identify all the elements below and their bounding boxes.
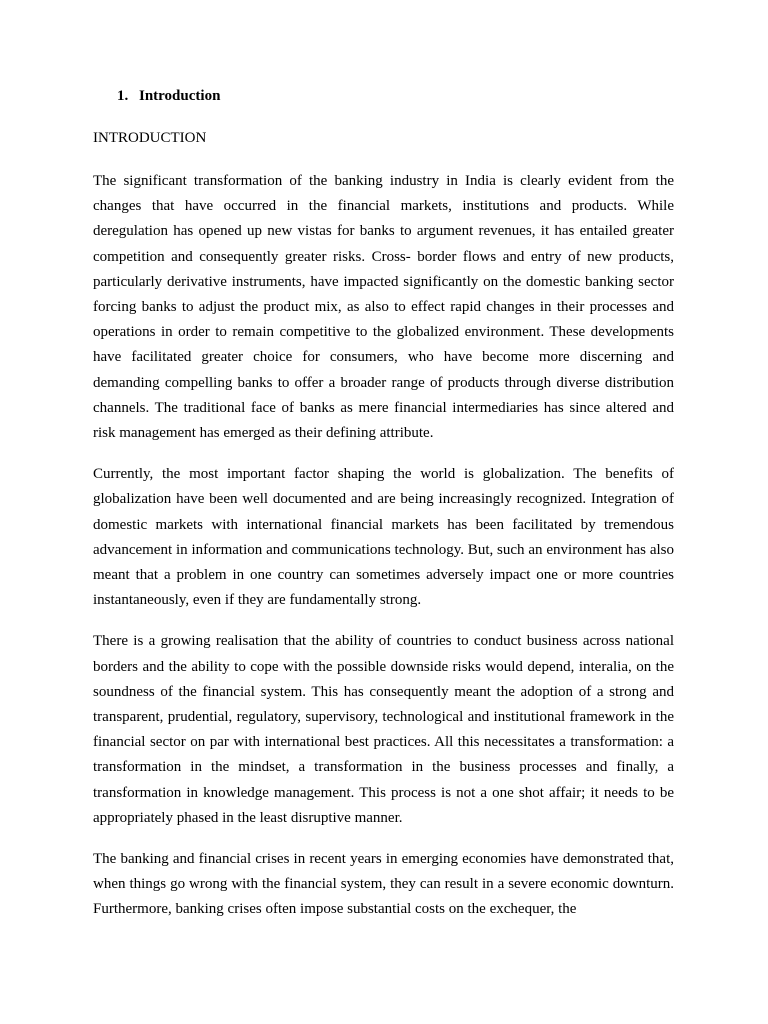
section-heading: [117, 86, 674, 106]
paragraph-2: Currently, the most important factor shaping the world is globalization. The benefits of globalization have been well documented and are being increasingly recognized. Integration of domestic markets with international financial markets has been facilitated by tremendous advancement in information and communications technology. But, such an environment has also meant that a problem in one country can sometimes adversely impact one or more countries instantaneously, even if they are fundamentally strong.: [93, 466, 674, 609]
paragraph-4: The banking and financial crises in recent years in emerging economies have demonstrated that, when things go wrong with the financial system, they can result in a severe economic downturn. Furthermore, banking crises often impose substantial costs on the exchequer, the: [93, 851, 674, 918]
paragraph-1: The significant transformation of the banking industry in India is clearly evident from the changes that have occurred in the financial markets, institutions and products. While deregulation has opened up new vistas for banks to argument revenues, it has entailed greater competition and consequently greater risks. Cross- border flows and entry of new products, particularly derivative instruments, have impacted significantly on the domestic banking sector forcing banks to adjust the product mix, as also to effect rapid changes in their processes and operations in order to remain competitive to the globalized environment. These developments have facilitated greater choice for consumers, who have become more discerning and demanding compelling banks to offer a broader range of products through diverse distribution channels. The traditional face of banks as mere financial intermediaries has since altered and risk management has emerged as their defining attribute.: [93, 173, 674, 442]
section-number: 1.: [117, 88, 129, 104]
section-title: Introduction: [139, 88, 221, 104]
section-subtitle: INTRODUCTION: [93, 130, 207, 146]
paragraph-3: There is a growing realisation that the ability of countries to conduct business across national borders and the ability to cope with the possible downside risks would depend, interalia, on the soundness of the financial system. This has consequently meant the adoption of a strong and transparent, prudential, regulatory, supervisory, technological and institutional framework in the financial sector on par with international best practices. All this necessitates a transformation: a transformation in the mindset, a transformation in the business processes and finally, a transformation in knowledge management. This process is not a one shot affair; it needs to be appropriately phased in the least disruptive manner.: [93, 633, 674, 826]
document-page: [93, 86, 674, 939]
